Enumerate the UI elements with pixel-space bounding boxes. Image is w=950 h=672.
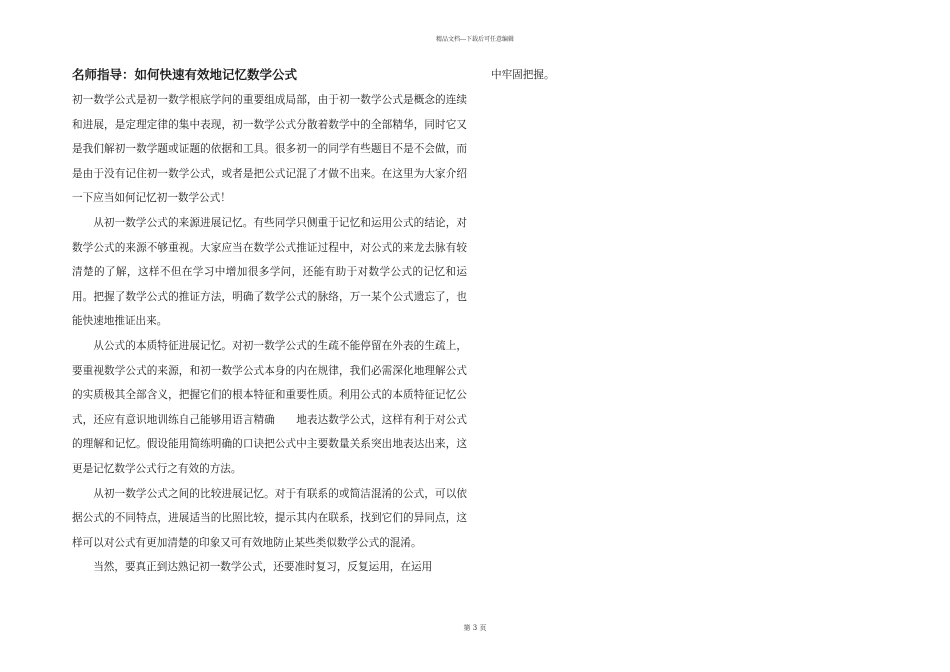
article-right-column [491,64,555,86]
article-left-column [72,64,467,580]
article-continuation-text: 中牢固把握。 [491,69,555,81]
article-paragraph: 从初一数学公式的来源进展记忆。有些同学只侧重于记忆和运用公式的结论，对数学公式的来源不够重视。大家应当在数学公式推证过程中，对公式的来龙去脉有较清楚的了解，这样不但在学习中增加很多学问，还能有助于对数学公式的记忆和运用。把握了数学公式的推证方法，明确了数学公式的脉络，万一某个公式遗忘了，也能快速地推证出来。 [72,216,467,328]
article-paragraph: 初一数学公式是初一数学根底学问的重要组成局部，由于初一数学公式是概念的连续和进展，是定理定律的集中表现，初一数学公式分散着数学中的全部精华，同时它又是我们解初一数学题或证题的依据和工具。很多初一的同学有些题目不是不会做，而是由于没有记住初一数学公式，或者是把公式记混了才做不出来。在这里为大家介绍一下应当如何记忆初一数学公式！ [72,94,467,205]
article-paragraph: 从公式的本质特征进展记忆。对初一数学公式的生疏不能停留在外表的生疏上，要重视数学公式的来源，和初一数学公式本身的内在规律，我们必需深化地理解公式的实质极其全部含义，把握它们的根本特征和重要性质。利用公式的本质特征记忆公式，还应有意识地训练自己能够用语言精确 地表达数学公式，这样有利于对公式的理解和记忆。假设能用简练明确的口诀把公式中主要数量关系突出地表达出来，这更是记忆数学公式行之有效的方法。 [72,339,467,475]
article-paragraph: 当然，要真正到达熟记初一数学公式，还要准时复习，反复运用，在运用 [93,561,433,574]
page-header-note: 精品文档---下载后可任意编辑 [435,36,515,43]
article-title: 名师指导：如何快速有效地记忆数学公式 [72,67,298,82]
article-paragraph: 从初一数学公式之间的比较进展记忆。对于有联系的或简洁混淆的公式，可以依据公式的不同特点，进展适当的比照比较，提示其内在联系，找到它们的异同点，这样可以对公式有更加清楚的印象又可有效地防止某些类似数学公式的混淆。 [72,487,467,549]
page-number: 第 3 页 [463,624,487,632]
